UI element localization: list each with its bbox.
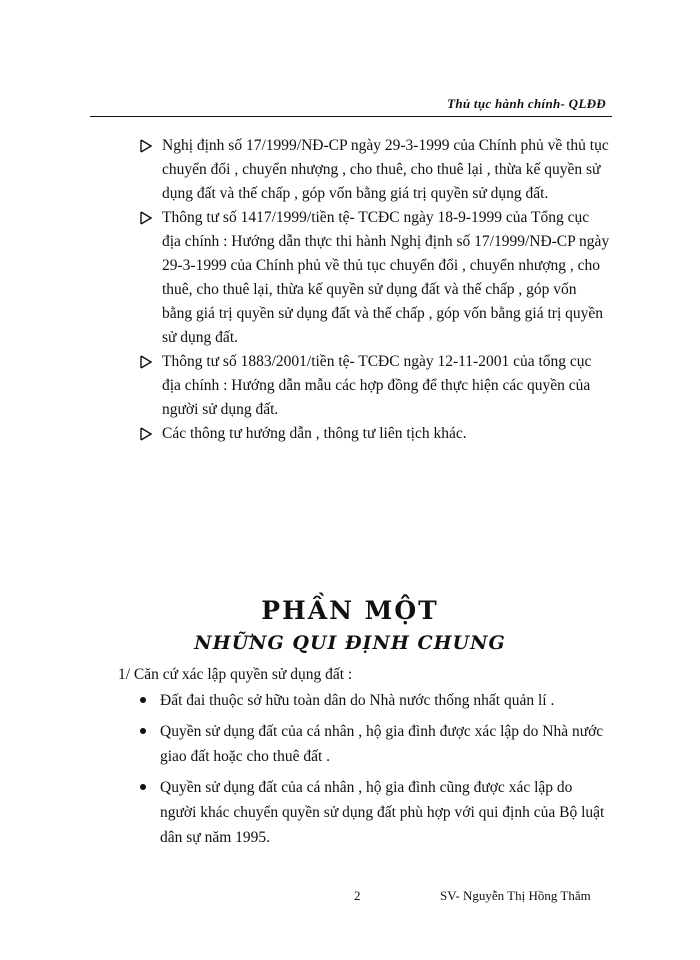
legal-reference-text: Nghị định số 17/1999/NĐ-CP ngày 29-3-1999 của Chính phủ về thủ tục chuyển đổi , chuyển nhượng , cho thuê, cho thuê lại , thừa kế quyền sử dụng đất và thế chấp , góp vốn bằng giá trị quyền sử dụng đất. bbox=[162, 137, 609, 202]
section-heading: 1/ Căn cứ xác lập quyền sử dụng đất : bbox=[118, 666, 353, 683]
legal-reference-text: Thông tư số 1417/1999/tiền tệ- TCĐC ngày 18-9-1999 của Tổng cục địa chính : Hướng dẫn thực thi hành Nghị định số 17/1999/NĐ-CP ngày 29-3-1999 của Chính phủ về thủ tục chuyển đổi , chuyển nhượng , cho thuê, cho thuê lại, thừa kế quyền sử dụng đất và thế chấp , góp vốn bằng giá trị quyền sử dụng đất và thế chấp , góp vốn bằng giá trị quyền sử dụng đất. bbox=[162, 209, 610, 346]
section-bullet-list bbox=[136, 688, 610, 856]
legal-reference-item bbox=[140, 134, 610, 206]
page-number: 2 bbox=[354, 888, 361, 903]
legal-reference-item bbox=[140, 206, 610, 350]
section-bullet-item bbox=[136, 688, 610, 713]
bullet-dot-icon bbox=[140, 697, 146, 703]
running-title: Thủ tục hành chính- QLĐĐ bbox=[447, 96, 606, 111]
section-bullet-item bbox=[136, 775, 610, 850]
arrow-bullet-icon bbox=[140, 139, 152, 153]
section-bullet-text: Quyền sử dụng đất của cá nhân , hộ gia đình được xác lập do Nhà nước giao đất hoặc cho thuê đất . bbox=[160, 723, 604, 765]
arrow-bullet-icon bbox=[140, 355, 152, 369]
legal-reference-text: Các thông tư hướng dẫn , thông tư liên tịch khác. bbox=[162, 425, 467, 442]
arrow-bullet-icon bbox=[140, 211, 152, 225]
bullet-dot-icon bbox=[140, 728, 146, 734]
legal-reference-item bbox=[140, 350, 610, 422]
part-subtitle: NHỮNG QUI ĐỊNH CHUNG bbox=[194, 632, 506, 654]
section-bullet-text: Đất đai thuộc sở hữu toàn dân do Nhà nước thống nhất quản lí . bbox=[160, 692, 555, 709]
page-footer bbox=[0, 888, 700, 908]
footer-author: SV- Nguyễn Thị Hồng Thắm bbox=[440, 888, 591, 903]
legal-reference-item bbox=[140, 422, 610, 446]
legal-reference-text: Thông tư số 1883/2001/tiền tệ- TCĐC ngày 12-11-2001 của tổng cục địa chính : Hướng dẫn mẫu các hợp đồng để thực hiện các quyền của người sử dụng đất. bbox=[162, 353, 592, 418]
bullet-dot-icon bbox=[140, 784, 146, 790]
arrow-bullet-icon bbox=[140, 427, 152, 441]
legal-references-list bbox=[140, 134, 610, 446]
running-header bbox=[90, 94, 612, 117]
section-bullet-item bbox=[136, 719, 610, 769]
section-bullet-text: Quyền sử dụng đất của cá nhân , hộ gia đình cũng được xác lập do người khác chuyển quyền sử dụng đất phù hợp với qui định của Bộ luật dân sự năm 1995. bbox=[160, 779, 605, 846]
part-title: PHẦN MỘT bbox=[261, 596, 439, 625]
